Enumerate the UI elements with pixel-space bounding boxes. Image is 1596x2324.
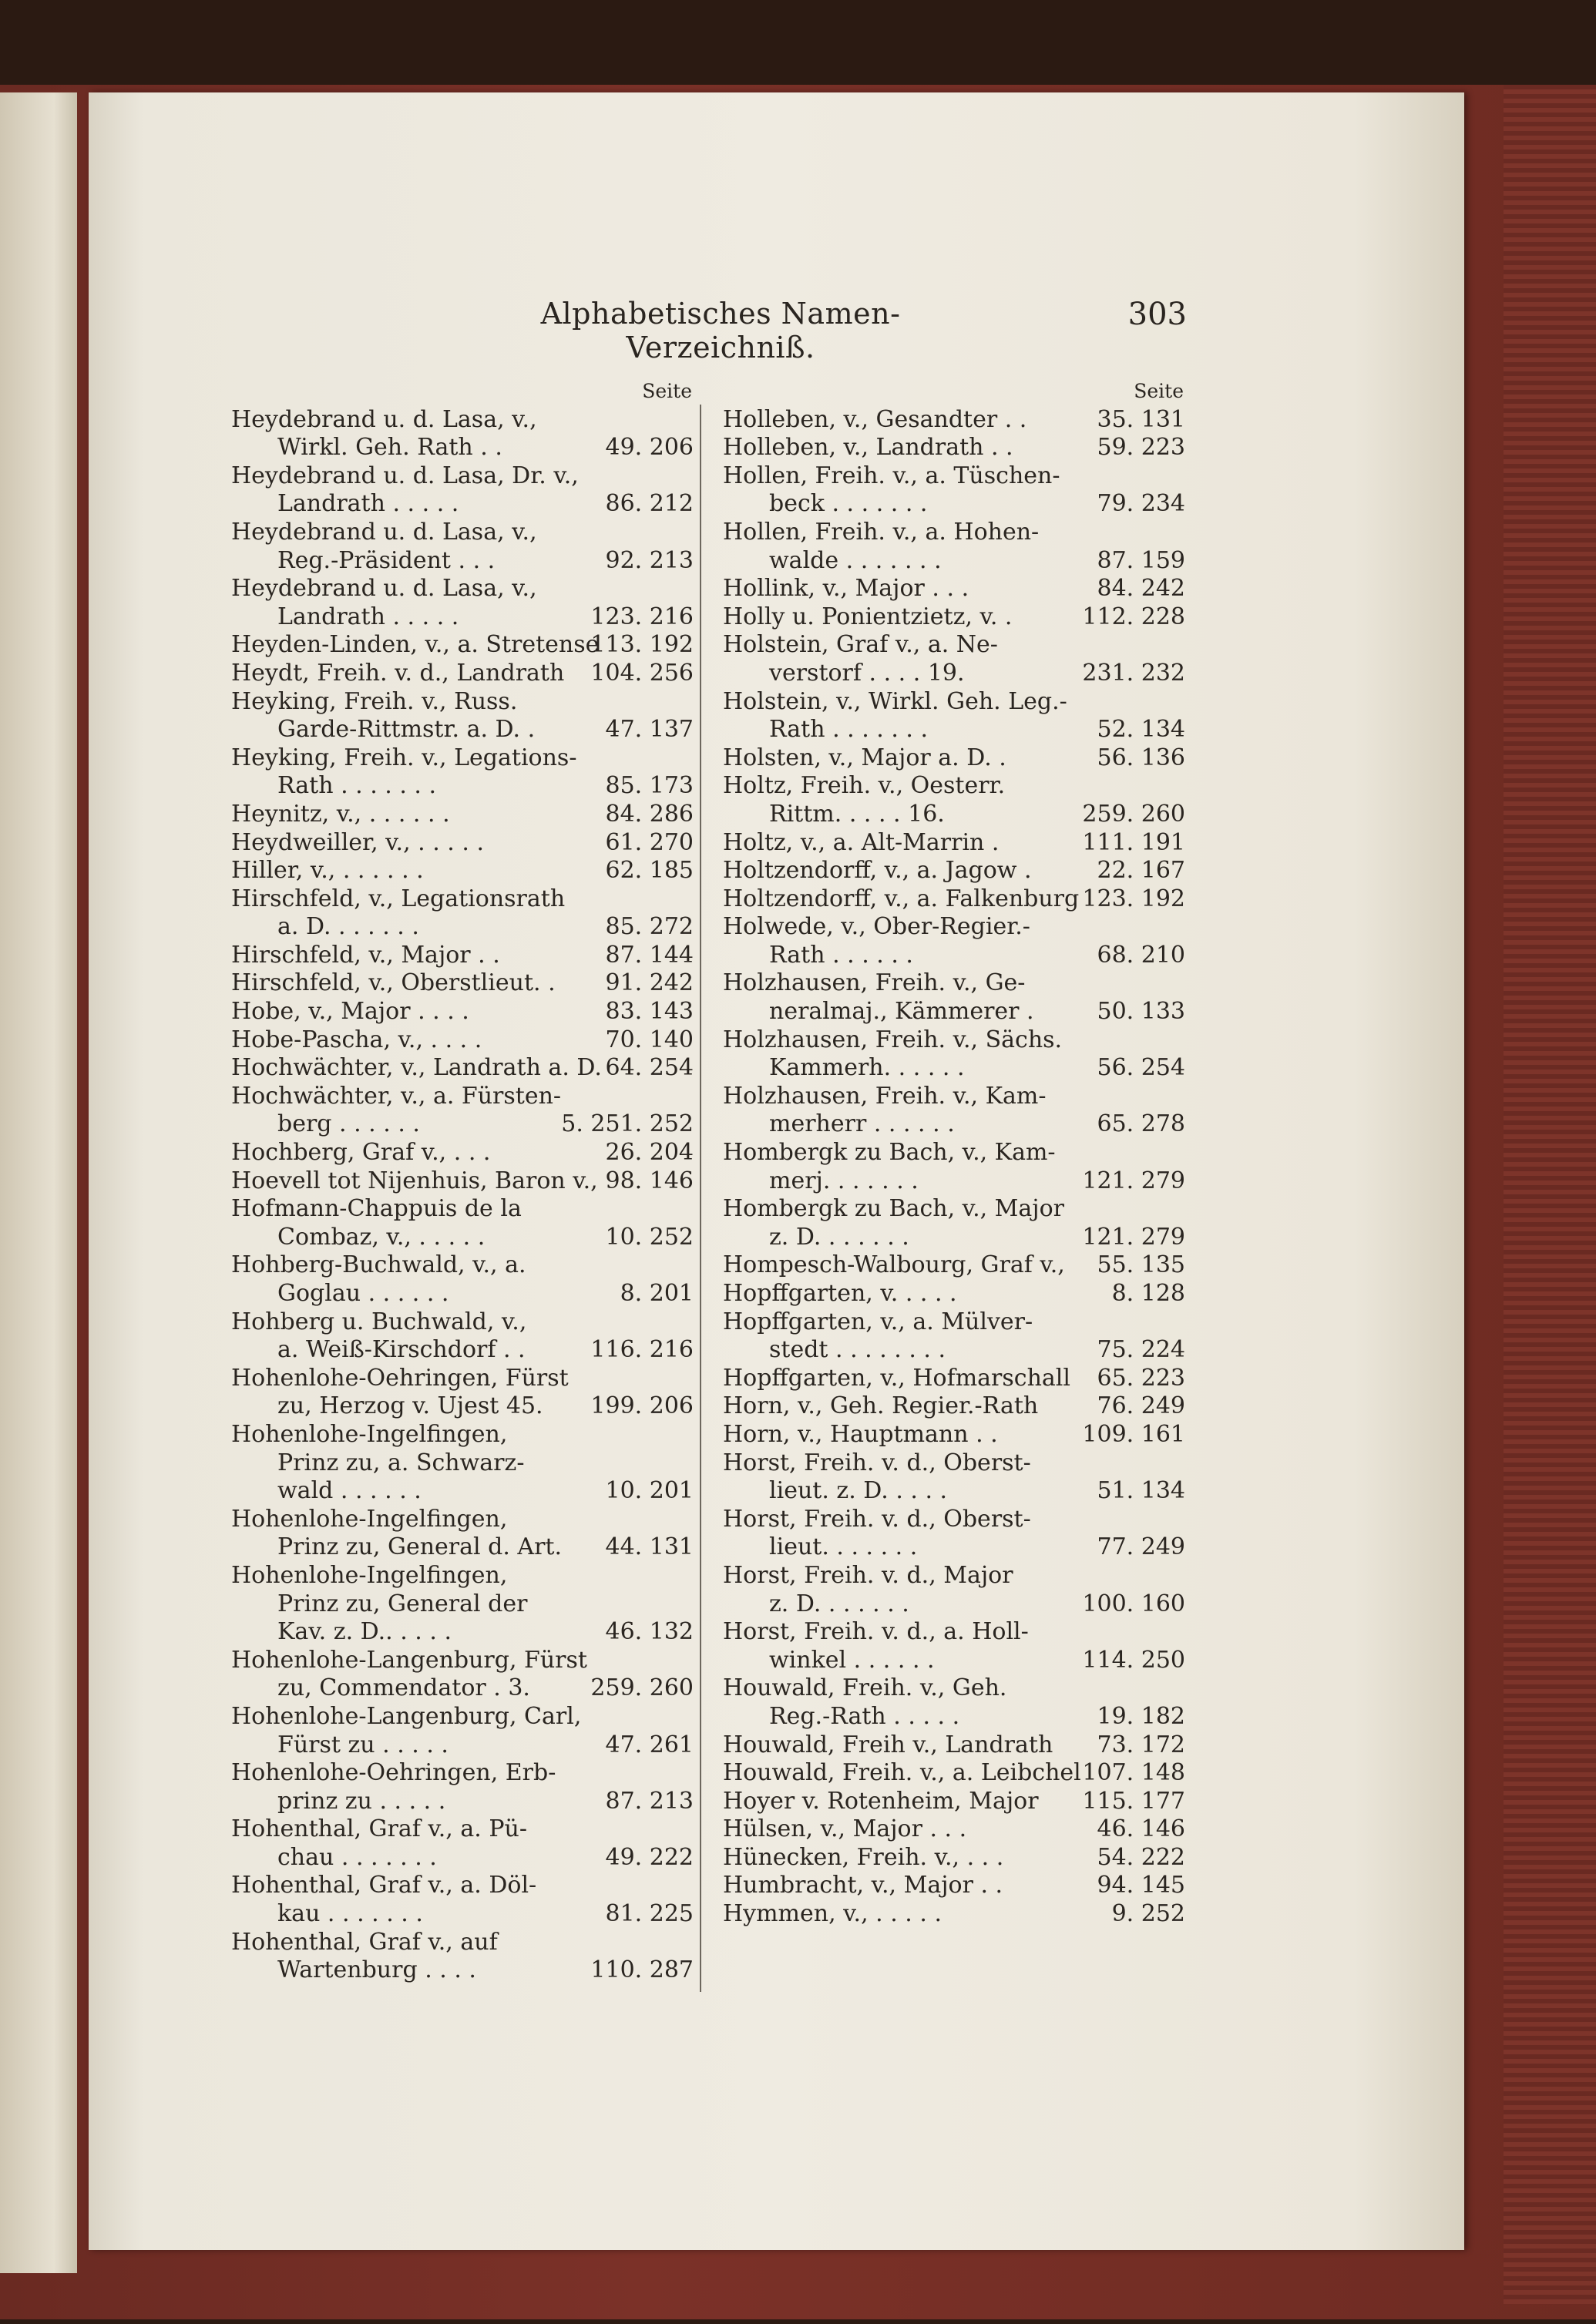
- entry-name: Horst, Freih. v. d., Oberst-: [723, 1449, 1031, 1476]
- index-entry: [723, 1647, 1185, 1675]
- entry-name: Hollen, Freih. v., a. Tüschen-: [723, 462, 1060, 489]
- entry-page-numbers: 10. 252: [605, 1223, 694, 1251]
- index-entry: [231, 1956, 694, 1985]
- index-entry: [723, 406, 1185, 435]
- entry-name: beck . . . . . . .: [769, 490, 928, 518]
- index-entry: [231, 885, 694, 914]
- index-entry: [723, 1477, 1185, 1506]
- entry-page-numbers: 50. 133: [1097, 998, 1185, 1026]
- index-entry: [231, 1815, 694, 1844]
- index-entry: [231, 1365, 694, 1393]
- entry-name: Heydt, Freih. v. d., Landrath: [231, 659, 565, 687]
- index-entry: [231, 1647, 694, 1675]
- index-entry: [723, 462, 1185, 491]
- entry-page-numbers: 64. 254: [605, 1054, 694, 1082]
- index-entry: [231, 1731, 694, 1760]
- entry-page-numbers: 259. 260: [590, 1674, 694, 1702]
- index-entry: [723, 1449, 1185, 1478]
- index-entry: [723, 519, 1185, 547]
- index-entry: [231, 1872, 694, 1900]
- index-entry: [723, 603, 1185, 632]
- cover-edge: [1504, 85, 1596, 2304]
- index-entry: [231, 1900, 694, 1929]
- entry-name: Rath . . . . . . .: [277, 772, 437, 800]
- entry-page-numbers: 19. 182: [1097, 1702, 1185, 1730]
- entry-name: Hopffgarten, v. . . . .: [723, 1280, 957, 1307]
- entry-name: berg . . . . . .: [277, 1110, 420, 1138]
- entry-name: Horn, v., Hauptmann . .: [723, 1420, 998, 1448]
- index-entry: [723, 631, 1185, 660]
- entry-page-numbers: 87. 213: [605, 1787, 694, 1815]
- index-entry: [231, 1224, 694, 1252]
- index-entry: [231, 1110, 694, 1139]
- entry-page-numbers: 62. 185: [605, 857, 694, 885]
- entry-page-numbers: 109. 161: [1082, 1420, 1185, 1448]
- entry-page-numbers: 56. 254: [1097, 1054, 1185, 1082]
- entry-name: Holzhausen, Freih. v., Ge-: [723, 969, 1026, 997]
- running-header: Alphabetisches Namen-Verzeichniß.: [540, 297, 901, 364]
- entry-name: Rath . . . . . . .: [769, 716, 929, 744]
- index-entry: [723, 998, 1185, 1026]
- entry-name: Wirkl. Geh. Rath . .: [277, 434, 502, 462]
- index-entry: [231, 1506, 694, 1534]
- entry-name: Holleben, v., Gesandter . .: [723, 405, 1027, 433]
- index-entry: [231, 969, 694, 998]
- entry-page-numbers: 61. 270: [605, 828, 694, 856]
- entry-page-numbers: 91. 242: [605, 969, 694, 997]
- entry-page-numbers: 9. 252: [1111, 1900, 1185, 1928]
- entry-page-numbers: 115. 177: [1082, 1787, 1185, 1815]
- entry-name: Landrath . . . . .: [277, 490, 459, 518]
- seite-label-right: Seite: [1134, 380, 1184, 402]
- entry-page-numbers: 8. 201: [620, 1280, 694, 1307]
- index-entry: [723, 1421, 1185, 1449]
- entry-page-numbers: 46. 132: [605, 1618, 694, 1646]
- index-entry: [723, 969, 1185, 998]
- entry-page-numbers: 76. 249: [1097, 1392, 1185, 1420]
- entry-name: Hobe-Pascha, v., . . . .: [231, 1026, 482, 1053]
- entry-name: Holzhausen, Freih. v., Sächs.: [723, 1026, 1063, 1053]
- index-entry: [231, 631, 694, 660]
- entry-name: Horst, Freih. v. d., Oberst-: [723, 1505, 1031, 1533]
- entry-page-numbers: 86. 212: [605, 490, 694, 518]
- entry-name: Hiller, v., . . . . . .: [231, 857, 424, 885]
- entry-page-numbers: 85. 173: [605, 772, 694, 800]
- index-entry: [723, 716, 1185, 744]
- column-divider: [700, 405, 701, 1992]
- index-entry: [231, 660, 694, 688]
- page-number: 303: [1127, 297, 1187, 332]
- index-entry: [231, 1703, 694, 1731]
- entry-name: Hollen, Freih. v., a. Hohen-: [723, 518, 1040, 546]
- entry-name: Rittm. . . . . 16.: [769, 800, 945, 828]
- entry-page-numbers: 87. 159: [1097, 546, 1185, 574]
- index-entry: [723, 1392, 1185, 1421]
- index-entry: [231, 490, 694, 519]
- entry-name: Hollink, v., Major . . .: [723, 575, 969, 603]
- index-entry: [723, 1054, 1185, 1083]
- entry-name: Holstein, v., Wirkl. Geh. Leg.-: [723, 687, 1067, 715]
- index-entry: [231, 1421, 694, 1449]
- entry-page-numbers: 121. 279: [1082, 1167, 1185, 1194]
- entry-page-numbers: 65. 223: [1097, 1364, 1185, 1392]
- entry-name: Hohenlohe-Langenburg, Fürst: [231, 1646, 587, 1674]
- entry-page-numbers: 94. 145: [1097, 1872, 1185, 1899]
- entry-name: Hopffgarten, v., a. Mülver-: [723, 1308, 1033, 1335]
- index-entry: [723, 1224, 1185, 1252]
- entry-name: Holtz, Freih. v., Oesterr.: [723, 772, 1006, 800]
- index-entry: [231, 1759, 694, 1788]
- entry-name: Hochwächter, v., Landrath a. D.: [231, 1054, 602, 1082]
- index-entry: [723, 547, 1185, 576]
- entry-name: Hofmann-Chappuis de la: [231, 1195, 522, 1223]
- index-entry: [723, 1026, 1185, 1055]
- entry-name: Kav. z. D.. . . . .: [277, 1618, 452, 1646]
- index-entry: [723, 1308, 1185, 1337]
- index-entry: [723, 575, 1185, 603]
- entry-name: winkel . . . . . .: [769, 1646, 935, 1674]
- entry-name: Hombergk zu Bach, v., Kam-: [723, 1139, 1056, 1167]
- index-entry: [231, 603, 694, 632]
- index-entry: [231, 1562, 694, 1590]
- entry-name: Prinz zu, a. Schwarz-: [277, 1449, 525, 1476]
- entry-page-numbers: 87. 144: [605, 941, 694, 969]
- entry-name: kau . . . . . . .: [277, 1900, 423, 1928]
- index-entry: [231, 913, 694, 942]
- entry-page-numbers: 110. 287: [590, 1956, 694, 1984]
- entry-page-numbers: 104. 256: [590, 659, 694, 687]
- entry-name: Heynitz, v., . . . . . .: [231, 800, 450, 828]
- entry-page-numbers: 123. 192: [1082, 885, 1185, 912]
- entry-name: walde . . . . . . .: [769, 546, 942, 574]
- entry-name: Heydebrand u. d. Lasa, v.,: [231, 518, 537, 546]
- index-entry: [723, 1251, 1185, 1280]
- entry-name: Hirschfeld, v., Major . .: [231, 941, 500, 969]
- index-entry: [723, 1618, 1185, 1647]
- index-entry: [723, 1788, 1185, 1816]
- entry-name: Houwald, Freih. v., a. Leibchel: [723, 1759, 1081, 1787]
- index-entry: [723, 1674, 1185, 1703]
- entry-name: Heydebrand u. d. Lasa, v.,: [231, 575, 537, 603]
- index-entry: [723, 913, 1185, 942]
- index-entry: [723, 1139, 1185, 1167]
- index-entry: [723, 688, 1185, 717]
- entry-page-numbers: 68. 210: [1097, 941, 1185, 969]
- entry-name: Kammerh. . . . . .: [769, 1054, 965, 1082]
- index-entry: [231, 1083, 694, 1111]
- entry-page-numbers: 8. 128: [1111, 1280, 1185, 1307]
- seite-label-left: Seite: [642, 380, 692, 402]
- entry-page-numbers: 79. 234: [1097, 490, 1185, 518]
- entry-name: Holstein, Graf v., a. Ne-: [723, 631, 998, 659]
- index-entry: [723, 885, 1185, 914]
- index-column-right: [723, 378, 1185, 1929]
- index-entry: [231, 575, 694, 603]
- entry-name: Holly u. Ponientzietz, v. .: [723, 603, 1013, 630]
- entry-page-numbers: 113. 192: [590, 631, 694, 659]
- entry-name: zu, Commendator . 3.: [277, 1674, 530, 1702]
- entry-page-numbers: 114. 250: [1082, 1646, 1185, 1674]
- entry-name: Heyking, Freih. v., Legations-: [231, 744, 577, 771]
- index-entry: [231, 1929, 694, 1957]
- entry-page-numbers: 73. 172: [1097, 1731, 1185, 1758]
- index-entry: [231, 857, 694, 885]
- index-entry: [231, 1590, 694, 1619]
- entry-page-numbers: 55. 135: [1097, 1251, 1185, 1279]
- entry-page-numbers: 81. 225: [605, 1900, 694, 1928]
- index-entry: [231, 1280, 694, 1308]
- entry-name: Landrath . . . . .: [277, 603, 459, 630]
- entry-page-numbers: 75. 224: [1097, 1336, 1185, 1364]
- entry-name: Hünecken, Freih. v., . . .: [723, 1843, 1004, 1871]
- index-entry: [723, 1365, 1185, 1393]
- entry-page-numbers: 5. 251. 252: [561, 1110, 694, 1138]
- entry-name: Holsten, v., Major a. D. .: [723, 744, 1006, 771]
- entry-page-numbers: 49. 206: [605, 434, 694, 462]
- index-entry: [723, 829, 1185, 858]
- entry-name: z. D. . . . . . .: [769, 1223, 909, 1251]
- index-entry: [231, 1026, 694, 1055]
- index-entry: [231, 716, 694, 744]
- entry-name: Hülsen, v., Major . . .: [723, 1815, 967, 1843]
- index-entry: [723, 1731, 1185, 1760]
- index-entry: [231, 1477, 694, 1506]
- index-entry: [231, 772, 694, 801]
- entry-page-numbers: 92. 213: [605, 546, 694, 574]
- entry-name: a. D. . . . . . .: [277, 913, 419, 941]
- index-entry: [723, 1759, 1185, 1788]
- entry-name: Heyking, Freih. v., Russ.: [231, 687, 518, 715]
- index-entry: [231, 801, 694, 829]
- entry-name: Prinz zu, General der: [277, 1590, 528, 1617]
- entry-name: Hohberg-Buchwald, v., a.: [231, 1251, 526, 1279]
- index-entry: [231, 547, 694, 576]
- entry-page-numbers: 84. 286: [605, 800, 694, 828]
- index-entry: [723, 1703, 1185, 1731]
- index-entry: [231, 1167, 694, 1196]
- entry-name: Houwald, Freih v., Landrath: [723, 1731, 1053, 1758]
- entry-page-numbers: 44. 131: [605, 1533, 694, 1561]
- entry-name: Hirschfeld, v., Oberstlieut. .: [231, 969, 556, 997]
- entry-name: stedt . . . . . . . .: [769, 1336, 946, 1364]
- entry-name: Hobe, v., Major . . . .: [231, 998, 469, 1026]
- entry-name: Hymmen, v., . . . . .: [723, 1900, 942, 1928]
- entry-page-numbers: 83. 143: [605, 998, 694, 1026]
- entry-name: Hohenlohe-Ingelfingen,: [231, 1420, 508, 1448]
- index-entry: [231, 1251, 694, 1280]
- entry-name: verstorf . . . . 19.: [769, 659, 965, 687]
- entry-name: Humbracht, v., Major . .: [723, 1872, 1003, 1899]
- entry-page-numbers: 49. 222: [605, 1843, 694, 1871]
- entry-page-numbers: 52. 134: [1097, 716, 1185, 744]
- index-entry: [723, 490, 1185, 519]
- index-entry: [723, 1336, 1185, 1365]
- index-entry: [231, 1844, 694, 1872]
- index-entry: [723, 1110, 1185, 1139]
- index-entry: [723, 1872, 1185, 1900]
- index-entry: [723, 1562, 1185, 1590]
- entry-name: Wartenburg . . . .: [277, 1956, 476, 1984]
- entry-name: Hochberg, Graf v., . . .: [231, 1139, 491, 1167]
- index-entry: [231, 1054, 694, 1083]
- index-entry: [231, 829, 694, 858]
- index-entry: [231, 744, 694, 773]
- index-entry: [231, 1336, 694, 1365]
- entry-name: Heydebrand u. d. Lasa, v.,: [231, 405, 537, 433]
- entry-name: Goglau . . . . . .: [277, 1280, 449, 1307]
- index-entry: [723, 1167, 1185, 1196]
- entry-page-numbers: 51. 134: [1097, 1477, 1185, 1505]
- entry-name: Houwald, Freih. v., Geh.: [723, 1674, 1007, 1702]
- entry-page-numbers: 10. 201: [605, 1477, 694, 1505]
- index-entry: [231, 519, 694, 547]
- index-entry: [723, 1083, 1185, 1111]
- entry-name: zu, Herzog v. Ujest 45.: [277, 1392, 543, 1420]
- entry-name: neralmaj., Kämmerer .: [769, 998, 1034, 1026]
- entry-page-numbers: 35. 131: [1097, 405, 1185, 433]
- entry-name: Hopffgarten, v., Hofmarschall: [723, 1364, 1070, 1392]
- index-entry: [723, 1195, 1185, 1224]
- entry-page-numbers: 46. 146: [1097, 1815, 1185, 1843]
- entry-name: Holtzendorff, v., a. Jagow .: [723, 857, 1032, 885]
- index-entry: [723, 942, 1185, 970]
- entry-name: Horst, Freih. v. d., a. Holl-: [723, 1618, 1029, 1646]
- index-entry: [723, 1280, 1185, 1308]
- entry-name: z. D. . . . . . .: [769, 1590, 909, 1617]
- index-entry: [723, 857, 1185, 885]
- entry-name: Hoyer v. Rotenheim, Major: [723, 1787, 1039, 1815]
- index-entry: [231, 1788, 694, 1816]
- index-entry: [231, 434, 694, 462]
- entry-page-numbers: 47. 137: [605, 716, 694, 744]
- entry-page-numbers: 123. 216: [590, 603, 694, 630]
- entry-page-numbers: 85. 272: [605, 913, 694, 941]
- entry-name: Rath . . . . . .: [769, 941, 913, 969]
- entry-name: Garde-Rittmstr. a. D. .: [277, 716, 536, 744]
- entry-name: Hohenthal, Graf v., auf: [231, 1928, 498, 1956]
- index-entry: [723, 801, 1185, 829]
- entry-page-numbers: 259. 260: [1082, 800, 1185, 828]
- index-entry: [723, 744, 1185, 773]
- entry-name: Hohenthal, Graf v., a. Pü-: [231, 1815, 527, 1843]
- entry-page-numbers: 199. 206: [590, 1392, 694, 1420]
- index-entry: [723, 1815, 1185, 1844]
- index-entry: [723, 660, 1185, 688]
- entry-name: Holtzendorff, v., a. Falkenburg: [723, 885, 1080, 912]
- entry-name: Hohenlohe-Oehringen, Erb-: [231, 1759, 556, 1787]
- entry-name: Hohenlohe-Ingelfingen,: [231, 1561, 508, 1589]
- index-entry: [723, 1506, 1185, 1534]
- index-entry: [231, 942, 694, 970]
- entry-page-numbers: 112. 228: [1082, 603, 1185, 630]
- index-column-left: [231, 378, 694, 1985]
- facing-page-edge: [0, 92, 77, 2273]
- entry-name: Hoevell tot Nijenhuis, Baron v.,: [231, 1167, 598, 1194]
- index-entry: [231, 998, 694, 1026]
- index-entry: [231, 462, 694, 491]
- index-entry: [231, 1533, 694, 1562]
- entry-page-numbers: 231. 232: [1082, 659, 1185, 687]
- index-entry: [231, 1449, 694, 1478]
- index-entry: [231, 1674, 694, 1703]
- entry-page-numbers: 98. 146: [605, 1167, 694, 1194]
- index-entry: [231, 406, 694, 435]
- entry-page-numbers: 70. 140: [605, 1026, 694, 1053]
- index-entry: [231, 1618, 694, 1647]
- index-entry: [231, 1392, 694, 1421]
- entry-name: Fürst zu . . . . .: [277, 1731, 449, 1758]
- entry-name: chau . . . . . . .: [277, 1843, 437, 1871]
- index-entry: [231, 688, 694, 717]
- index-entry: [723, 1590, 1185, 1619]
- entry-name: Holwede, v., Ober-Regier.-: [723, 913, 1030, 941]
- entry-name: Horst, Freih. v. d., Major: [723, 1561, 1013, 1589]
- entry-page-numbers: 107. 148: [1082, 1759, 1185, 1787]
- entry-name: Hochwächter, v., a. Fürsten-: [231, 1082, 562, 1110]
- entry-name: lieut. . . . . . .: [769, 1533, 918, 1561]
- entry-name: Hohenthal, Graf v., a. Döl-: [231, 1872, 537, 1899]
- entry-page-numbers: 111. 191: [1082, 828, 1185, 856]
- index-entry: [231, 1195, 694, 1224]
- index-entry: [723, 772, 1185, 801]
- index-entry: [723, 434, 1185, 462]
- entry-name: Hohberg u. Buchwald, v.,: [231, 1308, 527, 1335]
- entry-page-numbers: 26. 204: [605, 1139, 694, 1167]
- entry-name: lieut. z. D. . . . .: [769, 1477, 948, 1505]
- entry-page-numbers: 56. 136: [1097, 744, 1185, 771]
- entry-page-numbers: 22. 167: [1097, 857, 1185, 885]
- entry-name: Horn, v., Geh. Regier.-Rath: [723, 1392, 1039, 1420]
- entry-name: Hompesch-Walbourg, Graf v.,: [723, 1251, 1065, 1279]
- entry-name: Hirschfeld, v., Legationsrath: [231, 885, 566, 912]
- entry-page-numbers: 100. 160: [1082, 1590, 1185, 1617]
- entry-name: Reg.-Rath . . . . .: [769, 1702, 960, 1730]
- entry-page-numbers: 84. 242: [1097, 575, 1185, 603]
- index-entry: [231, 1308, 694, 1337]
- entry-name: a. Weiß-Kirschdorf . .: [277, 1336, 526, 1364]
- entry-name: Hombergk zu Bach, v., Major: [723, 1195, 1064, 1223]
- entry-name: merherr . . . . . .: [769, 1110, 955, 1138]
- entry-name: wald . . . . . .: [277, 1477, 422, 1505]
- index-entry: [723, 1844, 1185, 1872]
- entry-name: merj. . . . . . .: [769, 1167, 919, 1194]
- entry-name: Heydweiller, v., . . . . .: [231, 828, 484, 856]
- entry-name: Heyden-Linden, v., a. Stretense: [231, 631, 600, 659]
- index-entry: [723, 1533, 1185, 1562]
- entry-name: Holzhausen, Freih. v., Kam-: [723, 1082, 1047, 1110]
- entry-page-numbers: 121. 279: [1082, 1223, 1185, 1251]
- entry-name: Reg.-Präsident . . .: [277, 546, 496, 574]
- entry-page-numbers: 47. 261: [605, 1731, 694, 1758]
- entry-name: Holleben, v., Landrath . .: [723, 434, 1013, 462]
- entry-page-numbers: 59. 223: [1097, 434, 1185, 462]
- entry-name: Holtz, v., a. Alt-Marrin .: [723, 828, 1000, 856]
- entry-name: Combaz, v., . . . . .: [277, 1223, 486, 1251]
- entry-name: Hohenlohe-Langenburg, Carl,: [231, 1702, 582, 1730]
- index-entry: [231, 1139, 694, 1167]
- entry-name: Heydebrand u. d. Lasa, Dr. v.,: [231, 462, 579, 489]
- entry-name: Hohenlohe-Ingelfingen,: [231, 1505, 508, 1533]
- entry-name: Hohenlohe-Oehringen, Fürst: [231, 1364, 569, 1392]
- entry-page-numbers: 54. 222: [1097, 1843, 1185, 1871]
- entry-name: Prinz zu, General d. Art.: [277, 1533, 563, 1561]
- index-entry: [723, 1900, 1185, 1929]
- entry-page-numbers: 77. 249: [1097, 1533, 1185, 1561]
- entry-name: prinz zu . . . . .: [277, 1787, 446, 1815]
- entry-page-numbers: 65. 278: [1097, 1110, 1185, 1138]
- entry-page-numbers: 116. 216: [590, 1336, 694, 1364]
